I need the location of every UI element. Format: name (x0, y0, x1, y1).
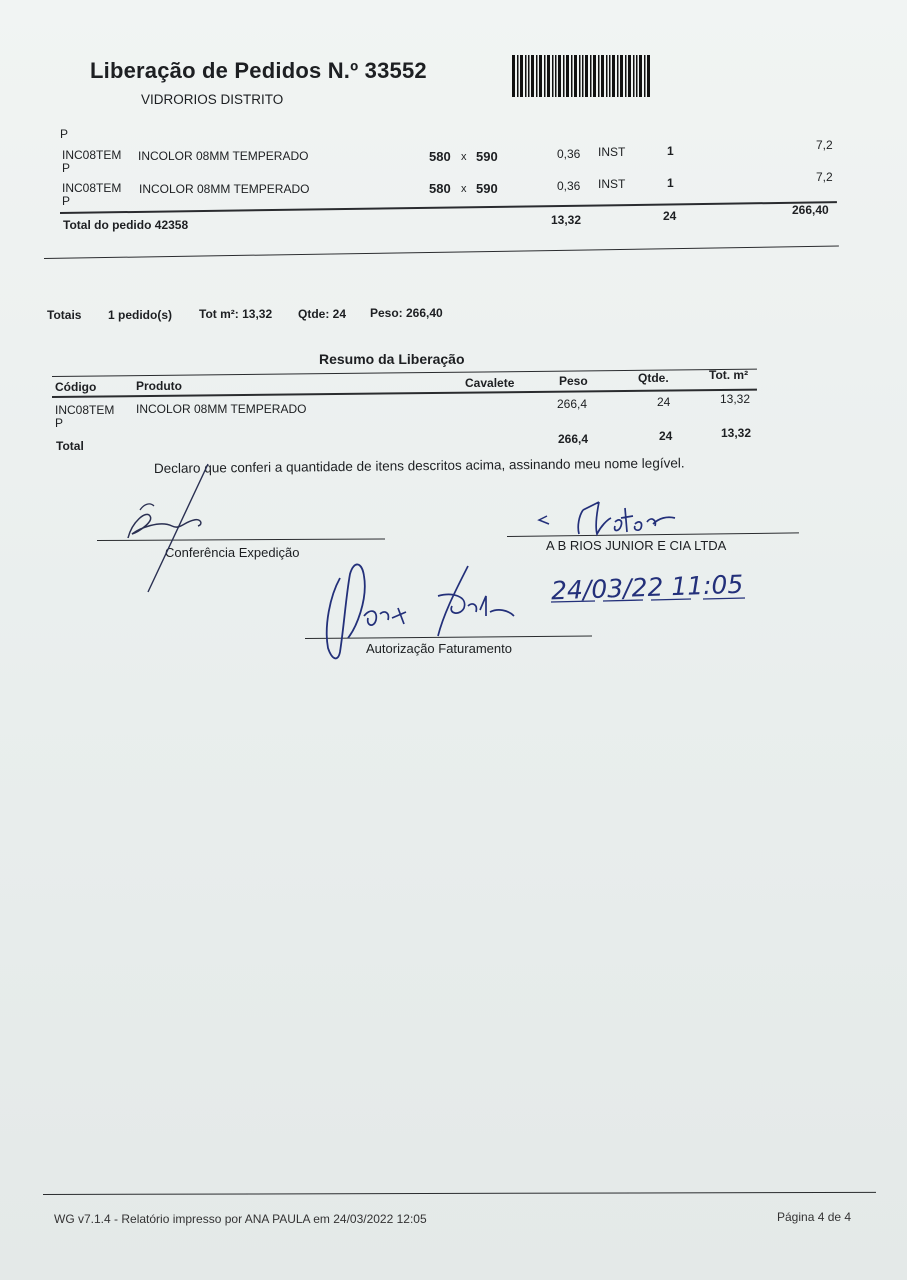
totals-weight: Peso: 266,40 (370, 306, 443, 320)
footer-print-info: WG v7.1.4 - Relatório impresso por ANA PAULA em 24/03/2022 12:05 (54, 1212, 427, 1226)
item-code-suffix: P (62, 194, 71, 208)
item-height: 590 (476, 181, 498, 196)
header-total-m2: Tot. m² (709, 368, 749, 382)
summary-total-m2: 13,32 (721, 426, 752, 440)
summary-code: INC08TEM (55, 403, 115, 417)
declaration-text: Declaro que conferi a quantidade de itens descritos acima, assinando meu nome legível. (153, 455, 685, 476)
billing-label: Autorização Faturamento (366, 641, 512, 656)
document-title: Liberação de Pedidos N.º 33552 (90, 58, 427, 83)
item-width: 580 (429, 149, 451, 164)
summary-total-qty: 24 (659, 429, 673, 443)
totals-qty: Qtde: 24 (298, 307, 347, 321)
item-qty: 1 (667, 144, 674, 158)
order-total-area: 13,32 (551, 213, 582, 227)
header-code: Código (55, 380, 97, 394)
order-total-qty: 24 (663, 209, 677, 223)
totals-label: Totais (47, 308, 82, 322)
item-height: 590 (476, 149, 498, 164)
order-total-divider (60, 201, 837, 213)
summary-total-label: Total (56, 439, 84, 453)
footer-rule (43, 1192, 876, 1195)
summary-title: Resumo da Liberação (319, 351, 465, 367)
summary-total-m2: 13,32 (720, 392, 751, 406)
header-product: Produto (136, 379, 182, 393)
expedition-signature-image (110, 460, 220, 600)
billing-signature-image (318, 556, 518, 668)
item-weight: 7,2 (816, 138, 833, 152)
summary-total-weight: 266,4 (558, 432, 589, 446)
order-total-label: Total do pedido 42358 (63, 218, 189, 232)
header-rack: Cavalete (465, 376, 515, 390)
header-weight: Peso (559, 374, 588, 388)
footer-page-number: Página 4 de 4 (777, 1210, 852, 1224)
item-code: INC08TEM (62, 148, 122, 162)
item-code-suffix: P (62, 161, 71, 175)
order-total-weight: 266,40 (792, 203, 829, 217)
company-signature-image (535, 498, 685, 540)
item-area: 0,36 (557, 147, 581, 161)
item-times: x (461, 183, 467, 195)
handwritten-date-image (547, 566, 777, 608)
barcode-image (512, 55, 650, 97)
item-type: INST (598, 177, 626, 191)
item-description: INCOLOR 08MM TEMPERADO (139, 182, 310, 196)
section-divider (44, 246, 839, 259)
handwritten-date-text: 24/03/22 11:05 (550, 569, 744, 606)
summary-product: INCOLOR 08MM TEMPERADO (136, 402, 307, 416)
expedition-label: Conferência Expedição (165, 545, 300, 560)
totals-area: Tot m²: 13,32 (199, 307, 273, 321)
item-description: INCOLOR 08MM TEMPERADO (138, 149, 309, 163)
item-times: x (461, 151, 467, 163)
item-type: INST (598, 145, 626, 159)
item-code: INC08TEM (62, 181, 122, 195)
item-qty: 1 (667, 176, 674, 190)
item-width: 580 (429, 181, 451, 196)
header-qty: Qtde. (638, 371, 669, 385)
item-weight: 7,2 (816, 170, 833, 184)
summary-weight: 266,4 (557, 397, 588, 411)
row-code-suffix: P (60, 127, 69, 141)
company-label: A B RIOS JUNIOR E CIA LTDA (546, 538, 727, 553)
totals-orders: 1 pedido(s) (108, 308, 173, 322)
summary-qty: 24 (657, 395, 671, 409)
summary-code-suffix: P (55, 416, 64, 430)
client-name: VIDRORIOS DISTRITO (141, 92, 284, 107)
item-area: 0,36 (557, 179, 581, 193)
